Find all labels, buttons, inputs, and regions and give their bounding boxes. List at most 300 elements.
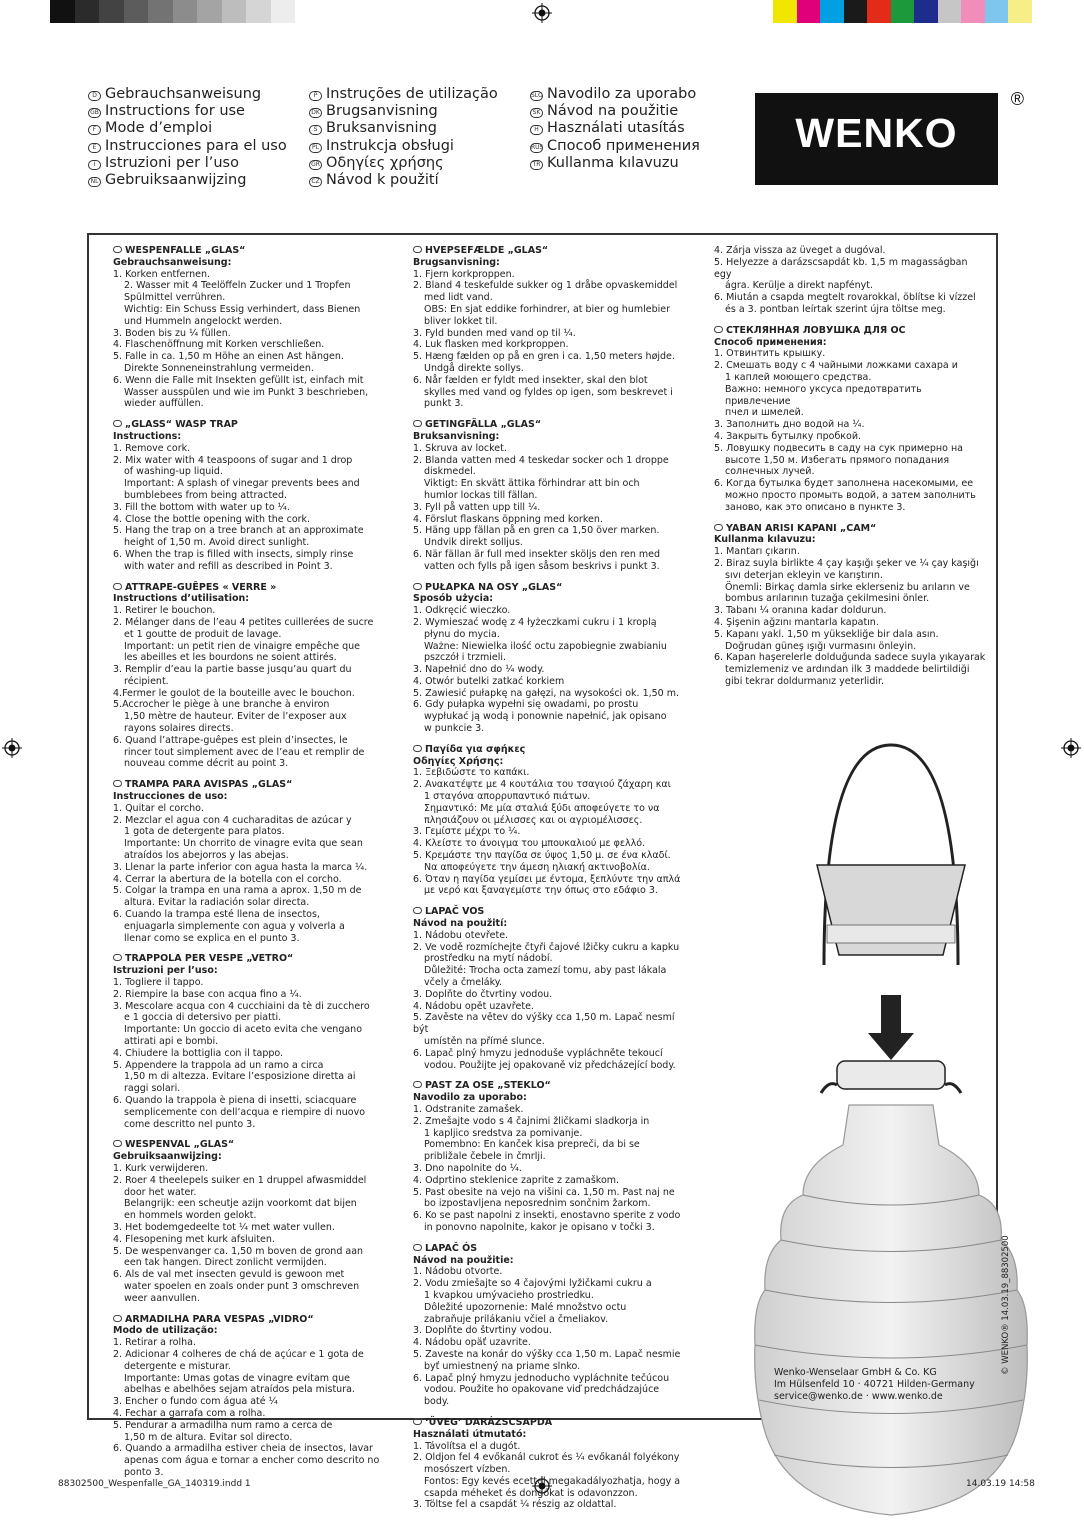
language-code-badge: E: [88, 143, 101, 153]
color-swatch: [867, 0, 891, 23]
section-subtitle: Instructions d’utilisation:: [113, 593, 250, 605]
instruction-line: 1. Nádobu otvorte.: [413, 1266, 503, 1278]
language-badge-icon: [113, 954, 122, 961]
language-badge-icon: [413, 745, 422, 752]
company-name: Wenko-Wenselaar GmbH & Co. KG: [774, 1367, 937, 1378]
instruction-line: 3. Tabanı ¼ oranına kadar doldurun.: [714, 605, 887, 617]
language-label: Instrucciones para el uso: [105, 137, 287, 154]
instruction-line: 5. Zawiesić pułapkę na gałęzi, na wysokości ok. 1,50 m.: [413, 687, 680, 699]
instruction-line: een tak hangen. Direct zonlicht vermijden.: [124, 1257, 327, 1269]
instruction-section: [413, 245, 683, 410]
language-code-badge: S: [309, 125, 322, 135]
instruction-line: prostředku na mytí nádobí.: [424, 953, 553, 965]
language-item: [530, 86, 751, 103]
instruction-line: 4.Fermer le goulot de la bouteille avec le bouchon.: [113, 687, 355, 699]
instruction-section: [413, 582, 683, 735]
instruction-line: 2. Roer 4 theelepels suiker en 1 druppel afwasmiddel: [113, 1174, 367, 1186]
instruction-line: Undvik direkt solljus.: [424, 537, 523, 549]
language-label: Istruzioni per l’uso: [105, 154, 239, 171]
instruction-section: [413, 1417, 683, 1511]
instruction-line: 1. Fjern korkproppen.: [413, 268, 515, 280]
instruction-line: 1,50 mètre de hauteur. Eviter de l’exposer aux: [124, 711, 347, 723]
instruction-line: 1. Togliere il tappo.: [113, 977, 204, 989]
instruction-section: [113, 779, 383, 944]
instruction-line: récipient.: [124, 675, 169, 687]
instruction-line: 2. Bland 4 teskefulde sukker og 1 dråbe opvaskemiddel: [413, 280, 678, 292]
instruction-section: [113, 1314, 383, 1479]
language-code-badge: I: [88, 160, 101, 170]
instruction-line: enjuagarla simplemente con agua y volverla a: [124, 920, 345, 932]
instruction-line: 3. Dno napolnite do ¼.: [413, 1162, 522, 1174]
color-swatch: [173, 0, 198, 23]
instruction-line: 5. Häng upp fällan på en gren ca 1,50 över marken.: [413, 525, 660, 537]
instruction-line: 1 каплей моющего средства.: [725, 371, 872, 383]
instruction-line: OBS: En sjat eddike forhindrer, at bier og humlebier: [424, 303, 671, 315]
color-swatch: [222, 0, 247, 23]
color-swatch: [75, 0, 100, 23]
language-item: [309, 155, 530, 172]
language-badge-icon: [413, 246, 422, 253]
instruction-section: [413, 1243, 683, 1408]
section-subtitle: Návod na použitie:: [413, 1254, 514, 1266]
instruction-line: 1. Korken entfernen.: [113, 268, 211, 280]
instructions-column-2: [413, 245, 683, 1520]
instruction-line: 4. Zárja vissza az üveget a dugóval.: [714, 245, 886, 256]
instruction-line: 1,50 m di altezza. Evitare l’esposizione diretta ai: [124, 1071, 356, 1083]
registered-mark: ®: [1010, 89, 1024, 109]
instruction-section: [113, 245, 383, 410]
instruction-line: umístěn na přímé slunce.: [424, 1036, 545, 1047]
instruction-line: 5. Falle in ca. 1,50 m Höhe an einen Ast hängen.: [113, 351, 344, 363]
instruction-line: 4. Flesopening met kurk afsluiten.: [113, 1233, 275, 1245]
instruction-section: [113, 1139, 383, 1304]
instruction-line: ágra. Kerülje a direkt napfényt.: [725, 280, 874, 292]
instruction-section: [413, 744, 683, 897]
instruction-section: [413, 906, 683, 1071]
instruction-line: Fontos: Egy kevés ecettel megakadályozhatja, hogy a: [424, 1475, 681, 1487]
instruction-line: 5. De wespenvanger ca. 1,50 m boven de grond aan: [113, 1245, 364, 1257]
section-title: [113, 1314, 383, 1326]
language-item: [309, 86, 530, 103]
instruction-line: raggi solari.: [124, 1083, 181, 1095]
footer-timestamp: 14.03.19 14:58: [966, 1479, 1035, 1489]
language-badge-icon: [714, 524, 723, 531]
instruction-line: water spoelen en zoals onder punt 3 omschreven: [124, 1280, 360, 1292]
instruction-line: высоте 1,50 м. Избегать прямого попадания: [725, 454, 950, 466]
instruction-line: les abeilles et les bourdons ne soient attirés.: [124, 652, 337, 664]
color-calibration-bar: [773, 0, 1032, 23]
instruction-line: 3. Llenar la parte inferior con agua hasta la marca ¼.: [113, 861, 368, 873]
instruction-line: wypłukać ją wodą i ponownie napełnić, jak opisano: [424, 711, 667, 723]
instruction-line: Wasser ausspülen und wie im Punkt 3 beschrieben,: [124, 386, 369, 398]
instruction-line: atraídos los abejorros y las abejas.: [124, 850, 289, 862]
wenko-logo: [755, 89, 1024, 185]
instruction-line: Importante: Un goccio di aceto evita che vengano: [124, 1024, 363, 1036]
instruction-line: altura. Evitar la radiación solar directa.: [124, 897, 310, 909]
instruction-line: with water and refill as described in Point 3.: [124, 560, 333, 572]
section-subtitle: Návod na použití:: [413, 918, 508, 930]
instruction-line: Direkte Sonneneinstrahlung vermeiden.: [124, 362, 314, 374]
section-title-text: ATTRAPE-GUÊPES « VERRE »: [125, 581, 277, 593]
language-code-badge: RUS: [531, 143, 544, 151]
instruction-line: 3. Remplir d’eau la partie basse jusqu’au quart du: [113, 664, 352, 676]
section-title-text: LAPAČ VOS: [425, 906, 485, 918]
instruction-line: és a 3. pontban leírtak szerint újra töltse meg.: [725, 303, 946, 315]
language-label: Kullanma kılavuzu: [547, 154, 679, 171]
color-swatch: [148, 0, 173, 23]
section-subtitle: Kullanma kılavuzu:: [714, 534, 816, 546]
instruction-line: 2. Ανακατέψτε με 4 κουτάλια του τσαγιού ζάχαρη και: [413, 779, 671, 791]
instruction-line: 2. Mélanger dans de l’eau 4 petites cuillerées de sucre: [113, 616, 374, 628]
language-item: [309, 120, 530, 137]
language-code-badge: GR: [309, 160, 322, 170]
language-badge-icon: [413, 420, 422, 427]
instruction-line: 6. Quando a armadilha estiver cheia de insectos, lavar: [113, 1443, 373, 1455]
instruction-line: 3. Encher o fundo com água até ¼: [113, 1396, 278, 1408]
color-swatch: [820, 0, 844, 23]
section-title-text: СТЕКЛЯННАЯ ЛОВУШКА ДЛЯ ОС: [726, 324, 906, 336]
language-code-badge: SK: [530, 108, 543, 118]
section-subtitle: Navodilo za uporabo:: [413, 1092, 527, 1104]
language-label: Gebruiksaanwijzing: [105, 172, 247, 189]
instruction-line: 2. Blanda vatten med 4 teskedar socker och 1 droppe: [413, 454, 669, 466]
language-code-badge: DK: [309, 108, 322, 118]
instruction-line: 1. Távolítsa el a dugót.: [413, 1440, 521, 1452]
instruction-line: можно просто промыть водой, а затем заполнить: [725, 489, 976, 501]
instruction-line: rincer tout simplement avec de l’eau et remplir de: [124, 746, 365, 758]
color-swatch: [773, 0, 797, 23]
language-code-badge: D: [88, 91, 101, 101]
instruction-line: 3. Napełnić dno do ¼ wody.: [413, 664, 545, 676]
section-subtitle: Gebruiksaanwijzing:: [113, 1151, 222, 1163]
registration-mark-icon: [2, 738, 22, 758]
section-title: [413, 1080, 683, 1092]
language-item: [530, 103, 751, 120]
language-column: [88, 86, 309, 189]
instruction-line: Pomembno: En kanček kisa prepreči, da bi se: [424, 1139, 640, 1151]
instruction-line: 6. Ko se past napolni z insekti, enostavno sperite z vodo: [413, 1210, 681, 1222]
instruction-line: 2. Vodu zmiešajte so 4 čajovými lyžičkami cukru a: [413, 1278, 652, 1290]
instruction-line: 6. Όταν η παγίδα γεμίσει με έντομα, ξεπλύντε την απλά: [413, 873, 681, 885]
footer-filename: 88302500_Wespenfalle_GA_140319.indd 1: [58, 1479, 251, 1489]
instruction-line: 2. Adicionar 4 colheres de chá de açúcar e 1 gota de: [113, 1348, 364, 1360]
instruction-line: 3. Fill the bottom with water up to ¼.: [113, 501, 290, 513]
instruction-line: пчел и шмелей.: [725, 407, 804, 419]
instruction-line: 4. Κλείστε το άνοιγμα του μπουκαλιού με φελλό.: [413, 838, 646, 850]
instruction-line: pszczół i trzmieli.: [424, 652, 507, 664]
instruction-line: 4. Odprtino steklenice zaprite z zamaškom.: [413, 1174, 620, 1186]
instruction-line: 1. Mantarı çıkarın.: [714, 546, 800, 558]
instruction-line: 3. Doplňte do čtvrtiny vodou.: [413, 988, 553, 1000]
instruction-line: 4. Fechar a garrafa com a rolha.: [113, 1407, 266, 1419]
instruction-line: zabraňuje prilákaniu včiel a čmeliakov.: [424, 1313, 609, 1325]
instruction-line: w punkcie 3.: [424, 723, 485, 735]
instruction-line: 6. When the trap is filled with insects, simply rinse: [113, 548, 354, 560]
instruction-line: weer aanvullen.: [124, 1292, 200, 1304]
instruction-line: 1. Quitar el corcho.: [113, 802, 204, 814]
language-label: Mode d’emploi: [105, 120, 213, 137]
section-title-text: „GLASS“ WASP TRAP: [125, 419, 238, 431]
instructions-column-1: [113, 245, 383, 1488]
instruction-line: et 1 goutte de produit de lavage.: [124, 628, 282, 640]
instruction-line: približale čebele in čmrlji.: [424, 1151, 546, 1163]
language-label: Οδηγίες χρήσης: [326, 154, 444, 171]
instruction-line: byť umiestnený na priame slnko.: [424, 1360, 581, 1372]
section-title: [413, 245, 683, 257]
color-swatch: [124, 0, 149, 23]
section-subtitle: Οδηγίες Χρήσης:: [413, 755, 504, 767]
instruction-line: 3. Γεμίστε μέχρι το ¼.: [413, 826, 521, 838]
instruction-line: Ważne: Niewielka ilość octu zapobiegnie zwabianiu: [424, 640, 667, 652]
instruction-line: 3. Boden bis zu ¼ füllen.: [113, 327, 231, 339]
instruction-line: 6. Lapač plný hmyzu jednoducho vypláchnite tečúcou: [413, 1372, 670, 1384]
instruction-line: 4. Förslut flaskans öppning med korken.: [413, 513, 603, 525]
instruction-line: солнечных лучей.: [725, 466, 815, 478]
instruction-line: punkt 3.: [424, 398, 464, 410]
instruction-line: 2. Zmešajte vodo s 4 čajnimi žličkami sladkorja in: [413, 1115, 650, 1127]
section-title-text: LAPAČ ÓS: [425, 1242, 478, 1254]
language-label: Návod na použitie: [547, 103, 679, 120]
language-item: [530, 120, 751, 137]
instruction-line: e 1 goccia di detersivo per piatti.: [124, 1012, 282, 1024]
instruction-line: 4. Закрыть бутылку пробкой.: [714, 430, 862, 442]
instruction-line: 6. Gdy pułapka wypełni się owadami, po prostu: [413, 699, 639, 711]
language-label: Használati utasítás: [547, 120, 685, 137]
language-item: [88, 86, 309, 103]
instruction-line: nouveau comme décrit au point 3.: [124, 758, 289, 770]
instruction-line: 5. Hæng fælden op på en gren i ca. 1,50 meters højde.: [413, 351, 675, 363]
section-title-text: TRAPPOLA PER VESPE „VETRO“: [125, 953, 294, 965]
instruction-line: 6. Cuando la trampa esté llena de insectos,: [113, 909, 320, 921]
instruction-line: temizlemeniz ve ardından ilk 3 maddede belirtildiği: [725, 664, 970, 676]
logo-text: WENKO: [795, 110, 958, 156]
instruction-line: semplicemente con dell’acqua e riempire di nuovo: [124, 1106, 366, 1118]
color-swatch: [797, 0, 821, 23]
instruction-line: 3. Fyll på vatten upp till ¼.: [413, 501, 541, 513]
color-swatch: [1008, 0, 1032, 23]
instruction-line: 5.Accrocher le piège à une branche à environ: [113, 699, 330, 711]
instruction-line: 2. Oldjon fel 4 evőkanál cukrot és ¼ evőkanál folyékony: [413, 1452, 680, 1464]
color-swatch: [197, 0, 222, 23]
instruction-line: csapda méheket és dongókat is odavonzzon.: [424, 1487, 638, 1499]
language-label: Instructions for use: [105, 103, 245, 120]
section-title: [413, 1243, 683, 1255]
instruction-line: come descritto nel punto 3.: [124, 1118, 256, 1130]
section-title-text: WESPENVAL „GLAS“: [125, 1139, 235, 1151]
instruction-line: 4. Chiudere la bottiglia con il tappo.: [113, 1047, 284, 1059]
instruction-line: bumblebees from being attracted.: [124, 489, 288, 501]
instruction-line: skylles med vand og fyldes op igen, som beskrevet i: [424, 386, 673, 398]
section-title: [413, 906, 683, 918]
instruction-line: vodou. Použijte jej opakovaně viz předcházející body.: [424, 1059, 676, 1071]
language-label: Gebrauchsanweisung: [105, 86, 262, 102]
instruction-line: und Hummeln angelockt werden.: [124, 315, 283, 327]
grayscale-calibration-bar: [50, 0, 295, 23]
language-column: [530, 86, 751, 189]
section-subtitle: Modo de utilização:: [113, 1325, 218, 1337]
instruction-line: apenas com água e tornar a encher como descrito no: [124, 1455, 380, 1467]
section-title: [714, 523, 986, 535]
instruction-line: 3. Mescolare acqua con 4 cucchiaini da tè di zucchero: [113, 1000, 370, 1012]
instruction-line: Doğrudan güneş ışığı vurmasını önleyin.: [725, 640, 917, 652]
instruction-line: płynu do mycia.: [424, 628, 500, 640]
instruction-line: 3. Het bodemgedeelte tot ¼ met water vullen.: [113, 1221, 335, 1233]
instruction-line: 6. Når fælden er fyldt med insekter, skal den blot: [413, 374, 648, 386]
instruction-line: πλησιάζουν οι μέλισσες και οι αγριομέλισσες.: [424, 814, 643, 826]
instruction-line: 2. Смешать воду с 4 чайными ложками сахара и: [714, 360, 958, 372]
instruction-line: llenar como se explica en el punto 3.: [124, 932, 300, 944]
language-badge-icon: [413, 1081, 422, 1088]
language-label: Способ применения: [547, 137, 700, 154]
language-code-badge: F: [88, 125, 101, 135]
instruction-line: ponto 3.: [124, 1466, 164, 1478]
instruction-line: 6. Als de val met insecten gevuld is gewoon met: [113, 1269, 345, 1281]
instruction-line: 4. Close the bottle opening with the cork.: [113, 513, 311, 525]
section-title-text: PAST ZA OSE „STEKLO“: [425, 1080, 551, 1092]
instruction-line: sıvı deterjan ekleyin ve karıştırın.: [725, 569, 883, 581]
instruction-line: včely a čmeláky.: [424, 977, 503, 989]
language-item: [309, 138, 530, 155]
instruction-line: abelhas e abelhões sejam atraídos pela mistura.: [124, 1384, 355, 1396]
color-swatch: [844, 0, 868, 23]
instruction-line: diskmedel.: [424, 466, 476, 478]
color-swatch: [99, 0, 124, 23]
instruction-line: με νερό και ξαναγεμίστε την όπως στο εδάφιο 3.: [424, 885, 658, 897]
language-badge-icon: [413, 1244, 422, 1251]
instruction-line: bo izpostavljena neposrednim sončnim žarkom.: [424, 1198, 651, 1210]
section-subtitle: Gebrauchsanweisung:: [113, 256, 232, 268]
instruction-line: in ponovno napolnite, kakor je opisano v točki 3.: [424, 1221, 655, 1233]
instruction-line: Dôležité upozornenie: Malé množstvo octu: [424, 1301, 627, 1313]
instruction-section: [113, 582, 383, 771]
instruction-line: 5. Past obesite na vejo na višini ca. 1,50 m. Past naj ne: [413, 1186, 675, 1198]
section-subtitle: Istruzioni per l’uso:: [113, 965, 218, 977]
registration-mark-icon: [532, 3, 552, 23]
instruction-line: 1 kvapkou umývacieho prostriedku.: [424, 1289, 594, 1301]
instruction-line: Důležité: Trocha octa zamezí tomu, aby past lákala: [424, 965, 667, 977]
section-title: [113, 582, 383, 594]
language-list: [88, 86, 751, 189]
section-title: [113, 779, 383, 791]
instruction-line: 2. Wymieszać wodę z 4 łyżeczkami cukru i 1 kroplą: [413, 616, 657, 628]
section-title-text: WESPENFALLE „GLAS“: [125, 245, 246, 256]
wasp-trap-illustration: [729, 745, 1029, 1525]
instruction-line: 5. Κρεμάστε την παγίδα σε ύψος 1,50 μ. σε ένα κλαδί.: [413, 850, 671, 862]
language-badge-icon: [413, 907, 422, 914]
instruction-line: 6. Miután a csapda megtelt rovarokkal, öblítse ki vízzel: [714, 292, 976, 304]
vertical-document-code: © WENKO® 14.03.19_88302500: [1001, 1235, 1011, 1375]
section-title: [113, 245, 383, 257]
instruction-line: Importante: Umas gotas de vinagre evitam que: [124, 1372, 350, 1384]
section-title: [113, 419, 383, 431]
section-title-text: HVEPSEFÆLDE „GLAS“: [425, 245, 549, 256]
color-swatch: [246, 0, 271, 23]
instruction-line: bliver lokket til.: [424, 315, 498, 327]
language-code-badge: CZ: [309, 177, 322, 187]
language-code-badge: SLO: [531, 92, 543, 99]
instruction-line: Important: un petit rien de vinaigre empêche que: [124, 640, 361, 652]
language-column: [309, 86, 530, 189]
instruction-line: Önemli: Birkaç damla sirke eklerseniz bu arıların ve: [725, 581, 970, 593]
instruction-line: 2. Wasser mit 4 Teelöffeln Zucker und 1 Tropfen: [124, 280, 351, 292]
registration-mark-icon: [1061, 738, 1081, 758]
instruction-line: 5. Helyezze a darázscsapdát kb. 1,5 m magasságban egy: [714, 256, 968, 280]
instruction-line: med lidt vand.: [424, 292, 493, 304]
instruction-line: 1 kapljico sredstva za pomivanje.: [424, 1127, 583, 1139]
instruction-line: 1. Skruva av locket.: [413, 442, 507, 454]
instruction-line: 1. Odstranite zamašek.: [413, 1103, 524, 1115]
section-title: [413, 419, 683, 431]
instruction-line: 5. Appendere la trappola ad un ramo a circa: [113, 1059, 324, 1071]
language-badge-icon: [413, 1418, 422, 1425]
instruction-line: 1. Retirar a rolha.: [113, 1337, 196, 1349]
instruction-line: 3. Doplňte do štvrtiny vodou.: [413, 1325, 552, 1337]
language-item: [88, 172, 309, 189]
instruction-line: 2. Ve vodě rozmíchejte čtyři čajové lžičky cukru a kapku: [413, 941, 680, 953]
instruction-line: 4. Flaschenöffnung mit Korken verschließen.: [113, 339, 325, 351]
language-code-badge: TR: [530, 160, 543, 170]
instruction-section: [714, 325, 986, 514]
section-title-text: GETINGFÄLLA „GLAS“: [425, 419, 542, 431]
instruction-line: 1 σταγόνα απορρυπαντικό πιάτων.: [424, 791, 591, 803]
instruction-line: body.: [424, 1396, 450, 1408]
section-subtitle: Instrucciones de uso:: [113, 791, 228, 803]
instruction-line: 6. Quando la trappola è piena di insetti, sciacquare: [113, 1094, 357, 1106]
language-item: [530, 155, 751, 172]
instruction-line: vatten och fylls på igen såsom beskrivs i punkt 3.: [424, 560, 660, 572]
section-subtitle: Használati útmutató:: [413, 1428, 527, 1440]
instruction-line: 5. Hang the trap on a tree branch at an approximate: [113, 525, 364, 537]
instruction-line: 1. Odkręcić wieczko.: [413, 605, 511, 617]
language-item: [530, 138, 751, 155]
section-title-text: ARMADILHA PARA VESPAS „VIDRO“: [125, 1313, 314, 1325]
instruction-line: 4. Şişenin ağzını mantarla kapatın.: [714, 616, 879, 628]
instruction-section: [113, 419, 383, 572]
instruction-line: 1. Remove cork.: [113, 442, 191, 454]
language-code-badge: PL: [309, 143, 322, 153]
language-code-badge: GB: [88, 108, 101, 118]
instruction-line: detergente e misturar.: [124, 1360, 231, 1372]
instruction-line: mosószert vízben.: [424, 1464, 511, 1476]
instruction-line: 1. Nádobu otevřete.: [413, 929, 509, 941]
instruction-section: [714, 245, 986, 316]
instruction-line: door het water.: [124, 1186, 197, 1198]
instruction-line: Spülmittel verrühren.: [124, 292, 226, 304]
instruction-section: [413, 419, 683, 572]
instruction-section: [113, 953, 383, 1130]
color-swatch: [914, 0, 938, 23]
instruction-line: Undgå direkte sollys.: [424, 362, 524, 374]
instruction-line: Важно: немного уксуса предотвратить привлечение: [725, 383, 922, 407]
instruction-section: [714, 523, 986, 688]
company-contact: service@wenko.de · www.wenko.de: [774, 1391, 943, 1402]
color-swatch: [985, 0, 1009, 23]
instruction-line: 3. Töltse fel a csapdát ¼ részig az oldattal.: [413, 1499, 617, 1511]
instruction-line: 5. Zavěste na větev do výšky cca 1,50 m. Lapač nesmí být: [413, 1012, 675, 1036]
language-item: [88, 155, 309, 172]
language-badge-icon: [113, 420, 122, 427]
instruction-line: 1. Retirer le bouchon.: [113, 605, 216, 617]
instruction-line: 6. Quand l’attrape-guêpes est plein d’insectes, le: [113, 734, 348, 746]
section-title-text: Παγίδα για σφήκες: [425, 743, 526, 755]
language-item: [88, 103, 309, 120]
language-label: Navodilo za uporabo: [547, 86, 697, 102]
instruction-line: 6. När fällan är full med insekter sköljs den ren med: [413, 548, 661, 560]
language-label: Návod k použití: [326, 172, 439, 189]
instruction-line: Σημαντικό: Με μία σταλιά ξύδι αποφεύγετε το να: [424, 802, 660, 814]
language-code-badge: NL: [88, 177, 101, 187]
instruction-line: humlor lockas till fällan.: [424, 489, 538, 501]
